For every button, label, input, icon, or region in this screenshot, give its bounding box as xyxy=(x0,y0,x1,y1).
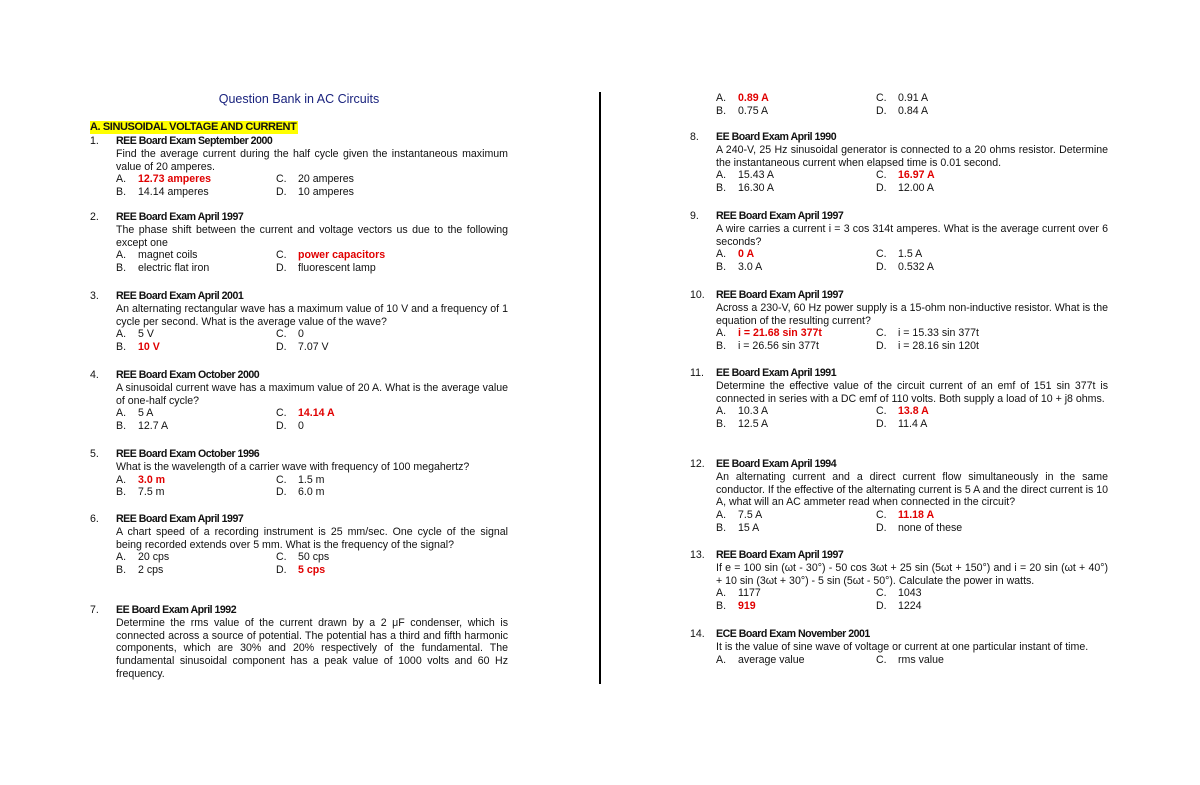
option-letter: D. xyxy=(876,104,887,117)
question-item xyxy=(90,513,508,577)
correct-answer: 10 V xyxy=(138,341,160,354)
correct-answer: 16.97 A xyxy=(898,169,935,182)
option-letter: C. xyxy=(876,169,887,182)
question-text: Determine the rms value of the current drawn by a 2 μF condenser, which is connected across a source of potential. The potential has a third and fifth harmonic components, which are 30% and 20% respectively of the fundamental. The fundamental sinusoidal component has a peak value of 1000 volts and 60 Hz frequency. xyxy=(116,616,508,680)
option-letter: A. xyxy=(116,173,127,186)
answer-option xyxy=(276,262,508,275)
correct-answer: 3.0 m xyxy=(138,473,166,486)
answer-option xyxy=(876,340,1108,353)
option-text: 12.00 A xyxy=(898,182,934,195)
question-item xyxy=(90,369,508,433)
option-letter: B. xyxy=(116,341,127,354)
question-source: REE Board Exam October 1996 xyxy=(116,448,260,460)
option-text: 11.4 A xyxy=(898,418,928,431)
option-text: 10.3 A xyxy=(738,405,769,418)
question-source: REE Board Exam April 1997 xyxy=(716,549,844,561)
option-letter: D. xyxy=(876,261,887,274)
answer-option xyxy=(116,474,276,487)
question-item xyxy=(690,549,1108,613)
answer-options xyxy=(716,248,1108,274)
question-number: 1. xyxy=(90,135,99,147)
option-text: 0 xyxy=(298,328,304,341)
option-letter: A. xyxy=(716,587,727,600)
answer-option xyxy=(716,261,876,274)
answer-option xyxy=(716,105,876,118)
answer-option xyxy=(276,551,508,564)
option-letter: B. xyxy=(116,186,127,199)
option-text: 0.84 A xyxy=(898,104,929,117)
option-text: average value xyxy=(738,653,805,666)
option-letter: B. xyxy=(716,340,727,353)
question-number: 7. xyxy=(90,604,99,616)
question-number: 3. xyxy=(90,290,99,302)
answer-option xyxy=(276,486,508,499)
question-text: If e = 100 sin (ωt - 30°) - 50 cos 3ωt + 25 sin (5ωt + 150°) and i = 20 sin (ωt + 40°) + 10 sin (3ωt + 30°) - 5 sin (5ωt - 50°). Calculate the power in watts. xyxy=(716,561,1108,587)
option-letter: D. xyxy=(276,262,287,275)
option-letter: B. xyxy=(116,420,127,433)
correct-answer: 0 A xyxy=(738,248,755,261)
question-item xyxy=(690,289,1108,353)
answer-option xyxy=(716,182,876,195)
option-letter: C. xyxy=(876,327,887,340)
answer-options xyxy=(716,405,1108,431)
question-item xyxy=(690,628,1108,666)
option-letter: B. xyxy=(716,104,727,117)
option-letter: D. xyxy=(876,521,887,534)
answer-option xyxy=(716,327,876,340)
correct-answer: 5 cps xyxy=(298,564,326,577)
question-item xyxy=(690,210,1108,274)
question-source: REE Board Exam April 1997 xyxy=(716,210,844,222)
answer-option xyxy=(276,328,508,341)
option-letter: B. xyxy=(116,486,127,499)
option-text: 0.75 A xyxy=(738,104,769,117)
option-text: 5 V xyxy=(138,328,154,341)
answer-options xyxy=(716,654,1108,667)
option-letter: A. xyxy=(116,551,127,564)
question-number: 11. xyxy=(690,367,704,379)
question-source: EE Board Exam April 1990 xyxy=(716,131,837,143)
section-heading: A. SINUSOIDAL VOLTAGE AND CURRENT xyxy=(90,121,297,133)
question-source: REE Board Exam April 1997 xyxy=(716,289,844,301)
option-letter: B. xyxy=(116,262,127,275)
answer-option xyxy=(276,407,508,420)
answer-options xyxy=(716,587,1108,613)
question-number: 12. xyxy=(690,458,705,470)
answer-option xyxy=(276,420,508,433)
option-letter: A. xyxy=(716,169,727,182)
question-text: What is the wavelength of a carrier wave with frequency of 100 megahertz? xyxy=(116,460,470,473)
question-number: 5. xyxy=(90,448,99,460)
option-letter: D. xyxy=(876,600,887,613)
option-letter: B. xyxy=(716,600,727,613)
question-text: A wire carries a current i = 3 cos 314t amperes. What is the average current over 6 seconds? xyxy=(716,222,1108,248)
option-text: 15.43 A xyxy=(738,169,774,182)
question-number: 4. xyxy=(90,369,99,381)
answer-option xyxy=(116,564,276,577)
option-text: 1.5 m xyxy=(298,473,325,486)
option-text: electric flat iron xyxy=(138,262,210,275)
option-text: i = 26.56 sin 377t xyxy=(738,340,819,353)
answer-options xyxy=(716,509,1108,535)
answer-options xyxy=(116,474,508,500)
option-letter: B. xyxy=(716,418,727,431)
question-item xyxy=(90,604,508,681)
option-text: fluorescent lamp xyxy=(298,262,376,275)
answer-options xyxy=(716,327,1108,353)
option-text: 1177 xyxy=(738,587,761,600)
option-text: 20 amperes xyxy=(298,173,354,186)
option-letter: B. xyxy=(716,521,727,534)
option-text: 6.0 m xyxy=(298,486,325,499)
option-letter: A. xyxy=(116,407,127,420)
answer-option xyxy=(876,509,1108,522)
question-text: The phase shift between the current and voltage vectors us due to the following except one xyxy=(116,223,508,249)
question-source: REE Board Exam April 2001 xyxy=(116,290,244,302)
answer-option xyxy=(116,407,276,420)
answer-option xyxy=(716,587,876,600)
answer-option xyxy=(876,418,1108,431)
answer-options xyxy=(716,169,1108,195)
answer-options xyxy=(116,328,508,354)
answer-option xyxy=(116,328,276,341)
question-source: REE Board Exam October 2000 xyxy=(116,369,260,381)
option-letter: C. xyxy=(276,328,287,341)
option-letter: C. xyxy=(876,405,887,418)
option-text: 1.5 A xyxy=(898,248,923,261)
option-text: rms value xyxy=(898,653,944,666)
option-letter: D. xyxy=(876,418,887,431)
option-letter: D. xyxy=(876,340,887,353)
answer-option xyxy=(876,405,1108,418)
answer-option xyxy=(876,327,1108,340)
answer-option xyxy=(876,261,1108,274)
answer-option xyxy=(716,522,876,535)
option-text: 5 A xyxy=(138,407,154,420)
answer-option xyxy=(876,182,1108,195)
option-text: 0.91 A xyxy=(898,92,929,104)
option-letter: C. xyxy=(876,509,887,522)
correct-answer: 12.73 amperes xyxy=(138,173,212,186)
answer-option xyxy=(716,600,876,613)
answer-option xyxy=(876,248,1108,261)
answer-option xyxy=(876,600,1108,613)
answer-option xyxy=(876,654,1108,667)
question-number: 2. xyxy=(90,211,99,223)
correct-answer: 11.18 A xyxy=(898,509,935,522)
question-text: An alternating current and a direct current flow simultaneously in the same conductor. If the effective of the alternating current is 5 A and the direct current is 10 A, what will an AC ammeter read when connected in the circuit? xyxy=(716,470,1109,509)
question-item xyxy=(690,367,1108,431)
correct-answer: 919 xyxy=(738,600,756,613)
option-letter: A. xyxy=(716,509,727,522)
answer-option xyxy=(716,340,876,353)
answer-option xyxy=(716,654,876,667)
answer-option xyxy=(116,173,276,186)
option-letter: C. xyxy=(276,407,287,420)
option-text: magnet coils xyxy=(138,249,198,262)
question-text: An alternating rectangular wave has a maximum value of 10 V and a frequency of 1 cycle per second. What is the average value of the wave? xyxy=(116,302,508,328)
question-text: A 240-V, 25 Hz sinusoidal generator is connected to a 20 ohms resistor. Determine the instantaneous current when elapsed time is 0.01 second. xyxy=(716,143,1108,169)
answer-option xyxy=(716,92,876,105)
option-letter: C. xyxy=(276,173,287,186)
question-text: A sinusoidal current wave has a maximum value of 20 A. What is the average value of one-half cycle? xyxy=(116,381,508,407)
option-letter: D. xyxy=(876,182,887,195)
answer-options xyxy=(116,173,508,199)
question-text: Across a 230-V, 60 Hz power supply is a 15-ohm non-inductive resistor. What is the equation of the resulting current? xyxy=(716,301,1108,327)
option-text: 7.07 V xyxy=(298,341,329,354)
option-letter: C. xyxy=(276,551,287,564)
correct-answer: 14.14 A xyxy=(298,407,335,420)
option-text: 12.7 A xyxy=(138,420,169,433)
option-letter: A. xyxy=(116,473,127,486)
option-text: i = 15.33 sin 377t xyxy=(898,327,979,340)
option-letter: D. xyxy=(276,564,287,577)
correct-answer: power capacitors xyxy=(298,249,386,262)
answer-options xyxy=(116,249,508,275)
question-number: 13. xyxy=(690,549,705,561)
question-item xyxy=(90,211,508,275)
option-letter: D. xyxy=(276,486,287,499)
option-letter: D. xyxy=(276,420,287,433)
option-letter: A. xyxy=(716,653,727,666)
answer-option xyxy=(116,341,276,354)
option-text: 50 cps xyxy=(298,551,330,564)
answer-option xyxy=(876,92,1108,105)
option-letter: A. xyxy=(716,327,727,340)
question-text: Find the average current during the half cycle given the instantaneous maximum value of 20 amperes. xyxy=(116,147,508,173)
option-text: 7.5 m xyxy=(138,486,165,499)
answer-option xyxy=(116,551,276,564)
option-text: 14.14 amperes xyxy=(138,186,209,199)
question-source: EE Board Exam April 1991 xyxy=(716,367,837,379)
question-number: 6. xyxy=(90,513,99,525)
question-item xyxy=(90,448,508,499)
question-item xyxy=(690,458,1108,535)
answer-option xyxy=(876,587,1108,600)
option-letter: C. xyxy=(276,249,287,262)
answer-option xyxy=(716,248,876,261)
question-source: EE Board Exam April 1994 xyxy=(716,458,837,470)
option-letter: C. xyxy=(876,653,887,666)
option-letter: C. xyxy=(876,92,887,104)
answer-option xyxy=(116,486,276,499)
option-text: 1043 xyxy=(898,587,922,600)
answer-option xyxy=(116,262,276,275)
option-text: i = 28.16 sin 120t xyxy=(898,340,979,353)
question-source: EE Board Exam April 1992 xyxy=(116,604,237,616)
question-source: REE Board Exam April 1997 xyxy=(116,513,244,525)
carry-over-options xyxy=(690,92,1108,118)
option-text: 0 xyxy=(298,420,304,433)
answer-option xyxy=(876,105,1108,118)
option-text: 0.532 A xyxy=(898,261,934,274)
answer-option xyxy=(276,173,508,186)
option-text: 3.0 A xyxy=(738,261,763,274)
answer-options xyxy=(716,92,1108,118)
option-letter: B. xyxy=(716,182,727,195)
answer-option xyxy=(276,474,508,487)
answer-option xyxy=(716,169,876,182)
question-source: REE Board Exam September 2000 xyxy=(116,135,273,147)
option-letter: A. xyxy=(716,248,727,261)
answer-option xyxy=(116,249,276,262)
option-letter: D. xyxy=(276,186,287,199)
question-number: 8. xyxy=(690,131,699,143)
option-letter: A. xyxy=(716,405,727,418)
option-text: 7.5 A xyxy=(738,509,763,522)
answer-option xyxy=(276,564,508,577)
question-item xyxy=(690,131,1108,195)
answer-option xyxy=(876,522,1108,535)
answer-options xyxy=(116,407,508,433)
correct-answer: 13.8 A xyxy=(898,405,929,418)
answer-option xyxy=(116,186,276,199)
column-divider xyxy=(599,92,601,684)
question-text: A chart speed of a recording instrument is 25 mm/sec. One cycle of the signal being recorded extends over 5 mm. What is the frequency of the signal? xyxy=(116,525,508,551)
answer-option xyxy=(716,405,876,418)
option-letter: A. xyxy=(116,249,127,262)
option-text: 12.5 A xyxy=(738,418,769,431)
option-text: 15 A xyxy=(738,521,760,534)
option-letter: C. xyxy=(876,587,887,600)
correct-answer: i = 21.68 sin 377t xyxy=(738,327,822,340)
question-text: Determine the effective value of the circuit current of an emf of 151 sin 377t is connected in series with a DC emf of 110 volts. Both supply a load of 10 + j8 ohms. xyxy=(716,379,1108,405)
question-source: ECE Board Exam November 2001 xyxy=(716,628,870,640)
answer-option xyxy=(716,509,876,522)
question-number: 10. xyxy=(690,289,705,301)
option-text: 2 cps xyxy=(138,564,164,577)
option-text: 1224 xyxy=(898,600,922,613)
option-letter: A. xyxy=(116,328,127,341)
answer-options xyxy=(116,551,508,577)
answer-option xyxy=(276,186,508,199)
option-text: 20 cps xyxy=(138,551,170,564)
answer-option xyxy=(876,169,1108,182)
question-text: It is the value of sine wave of voltage or current at one particular instant of time. xyxy=(716,640,1089,653)
option-letter: D. xyxy=(276,341,287,354)
question-source: REE Board Exam April 1997 xyxy=(116,211,244,223)
option-text: none of these xyxy=(898,521,963,534)
option-text: 10 amperes xyxy=(298,186,354,199)
option-letter: B. xyxy=(716,261,727,274)
question-item xyxy=(90,290,508,354)
correct-answer: 0.89 A xyxy=(738,92,769,104)
question-number: 9. xyxy=(690,210,699,222)
question-number: 14. xyxy=(690,628,705,640)
option-letter: C. xyxy=(876,248,887,261)
option-letter: C. xyxy=(276,473,287,486)
answer-option xyxy=(716,418,876,431)
page-title: Question Bank in AC Circuits xyxy=(218,92,380,106)
answer-option xyxy=(276,249,508,262)
answer-option xyxy=(116,420,276,433)
answer-option xyxy=(276,341,508,354)
question-item xyxy=(90,135,508,199)
option-letter: A. xyxy=(716,92,727,104)
option-text: 16.30 A xyxy=(738,182,774,195)
option-letter: B. xyxy=(116,564,127,577)
